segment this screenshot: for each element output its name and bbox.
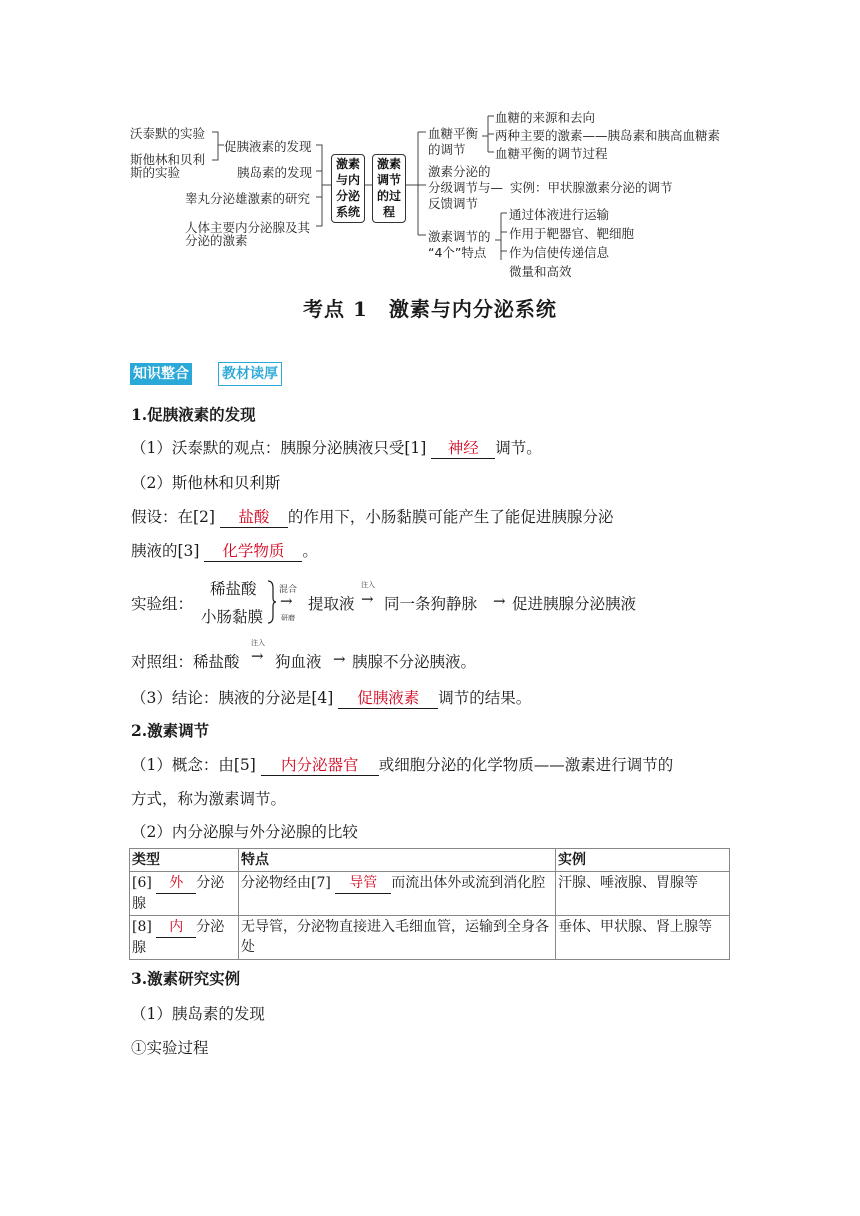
map-insulin-discovery: 胰岛素的发现	[237, 165, 313, 180]
map-g2-label-2: 分级调节与—	[428, 180, 504, 195]
map-g3-item-3: 作为信使传递信息	[509, 245, 610, 260]
box1-line: 与内	[335, 173, 360, 187]
arrow-icon: →	[251, 647, 264, 665]
text: （1）沃泰默的观点：胰腺分泌胰液只受[1]	[131, 439, 427, 457]
gland-comparison-table	[129, 848, 730, 960]
exp-brace	[267, 580, 277, 624]
exp-mucosa: 小肠黏膜	[201, 608, 264, 626]
s1-p4	[131, 541, 318, 562]
s3-p2: ①实验过程	[131, 1039, 209, 1057]
badge-knowledge: 知识整合	[130, 363, 192, 385]
map-g3-item-4: 微量和高效	[509, 264, 572, 279]
badge-textbook: 教材读厚	[218, 362, 282, 386]
mix-label: 混合	[279, 585, 298, 595]
answer-7: 导管	[335, 873, 391, 894]
map-testis: 睾丸分泌雄激素的研究	[185, 191, 311, 206]
text: 分泌腺	[132, 875, 225, 912]
answer-1: 神经	[431, 438, 495, 459]
map-g3-item-2: 作用于靶器官、靶细胞	[509, 226, 635, 241]
map-g3-label-1: 激素调节的	[428, 229, 491, 244]
s3-p1: （1）胰岛素的发现	[131, 1005, 265, 1023]
box2-line: 程	[382, 205, 395, 219]
s1-heading: 1.促胰液素的发现	[131, 405, 256, 424]
s1-p1	[131, 438, 542, 459]
map-secretin-discovery: 促胰液素的发现	[224, 139, 312, 154]
s1-p5	[131, 688, 531, 709]
box1-line: 系统	[335, 205, 360, 219]
arrow-icon: →	[493, 592, 506, 610]
exp-result: 促进胰腺分泌胰液	[512, 595, 637, 613]
text: 分泌腺	[132, 919, 225, 956]
text: （3）结论：胰液的分泌是[4]	[131, 689, 334, 707]
map-g2-label-1: 激素分泌的	[428, 164, 491, 179]
s2-p2: 方式，称为激素调节。	[131, 790, 287, 808]
map-g1-item-3: 血糖平衡的调节过程	[495, 146, 608, 161]
arrow-icon: →	[333, 650, 346, 668]
s2-heading: 2.激素调节	[131, 721, 210, 740]
map-starling-2: 斯的实验	[130, 165, 181, 180]
s3-heading: 3.激素研究实例	[131, 969, 241, 988]
table-header: 类型	[130, 849, 239, 872]
text: 或细胞分泌的化学物质——激素进行调节的	[378, 756, 674, 774]
s2-p1	[131, 755, 673, 776]
table-cell: 汗腺、唾液腺、胃腺等	[556, 872, 730, 916]
answer-6: 外	[156, 873, 196, 894]
text: 而流出体外或流到消化腔	[391, 875, 546, 891]
text: （1）概念：由[5]	[131, 756, 256, 774]
map-center-box-endocrine	[331, 154, 365, 223]
arrow-icon: →	[280, 592, 293, 610]
table-cell	[130, 872, 239, 916]
text: 。	[302, 542, 318, 560]
text: 调节。	[495, 439, 542, 457]
table-cell	[130, 916, 239, 960]
box2-line: 激素	[376, 157, 401, 171]
table-row	[130, 872, 730, 916]
text: 分泌物经由[7]	[241, 875, 331, 891]
grind-label: 研磨	[281, 614, 295, 622]
s1-p3	[131, 507, 613, 528]
table-header: 特点	[239, 849, 556, 872]
exp-extract: 提取液	[308, 595, 355, 613]
map-wotaimo: 沃泰默的实验	[130, 126, 206, 141]
text: [6]	[132, 875, 152, 891]
exp-label: 实验组：	[131, 595, 194, 613]
map-g3-item-1: 通过体液进行运输	[509, 207, 610, 222]
map-g1-label-1: 血糖平衡	[428, 126, 479, 141]
map-glands-2: 分泌的激素	[185, 233, 248, 248]
ctrl-result: 胰腺不分泌胰液。	[352, 653, 477, 671]
table-header-row	[130, 849, 730, 872]
answer-8: 内	[156, 917, 196, 938]
inject-label: 注入	[251, 639, 265, 647]
map-starling-1: 斯他林和贝利	[130, 152, 206, 167]
table-cell	[239, 872, 556, 916]
answer-2: 盐酸	[220, 507, 288, 528]
map-glands-1: 人体主要内分泌腺及其	[185, 220, 311, 235]
table-header: 实例	[556, 849, 730, 872]
ctrl-blood: 狗血液	[275, 653, 322, 671]
box1-line: 分泌	[335, 189, 360, 203]
table-row	[130, 916, 730, 960]
box1-line: 激素	[335, 157, 360, 171]
text: [8]	[132, 919, 152, 935]
answer-3: 化学物质	[204, 541, 302, 562]
map-g3-label-2: “4个”特点	[428, 245, 487, 260]
map-g1-item-1: 血糖的来源和去向	[495, 110, 596, 125]
arrow-icon: →	[361, 590, 374, 608]
map-g2-label-3: 反馈调节	[428, 196, 479, 211]
section-title: 考点 1 激素与内分泌系统	[303, 297, 557, 321]
exp-vein: 同一条狗静脉	[384, 595, 478, 613]
box2-line: 调节	[376, 173, 401, 187]
s2-p3: （2）内分泌腺与外分泌腺的比较	[131, 823, 358, 841]
ctrl-label: 对照组：稀盐酸	[131, 653, 240, 671]
text: 调节的结果。	[438, 689, 532, 707]
s1-p2: （2）斯他林和贝利斯	[131, 474, 281, 492]
exp-hcl: 稀盐酸	[210, 580, 257, 598]
box2-line: 的过	[376, 189, 401, 203]
answer-4: 促胰液素	[338, 688, 438, 709]
table-cell: 无导管，分泌物直接进入毛细血管，运输到全身各处	[239, 916, 556, 960]
map-g2-item: 实例：甲状腺激素分泌的调节	[510, 180, 673, 195]
map-g1-item-2: 两种主要的激素——胰岛素和胰高血糖素	[495, 128, 721, 143]
table-cell: 垂体、甲状腺、肾上腺等	[556, 916, 730, 960]
text: 胰液的[3]	[131, 542, 200, 560]
inject-label: 注入	[361, 581, 375, 589]
map-g1-label-2: 的调节	[428, 142, 466, 157]
text: 的作用下，小肠黏膜可能产生了能促进胰腺分泌	[287, 508, 614, 526]
answer-5: 内分泌器官	[261, 755, 379, 776]
text: 假设：在[2]	[131, 508, 215, 526]
map-center-box-process	[372, 154, 406, 223]
